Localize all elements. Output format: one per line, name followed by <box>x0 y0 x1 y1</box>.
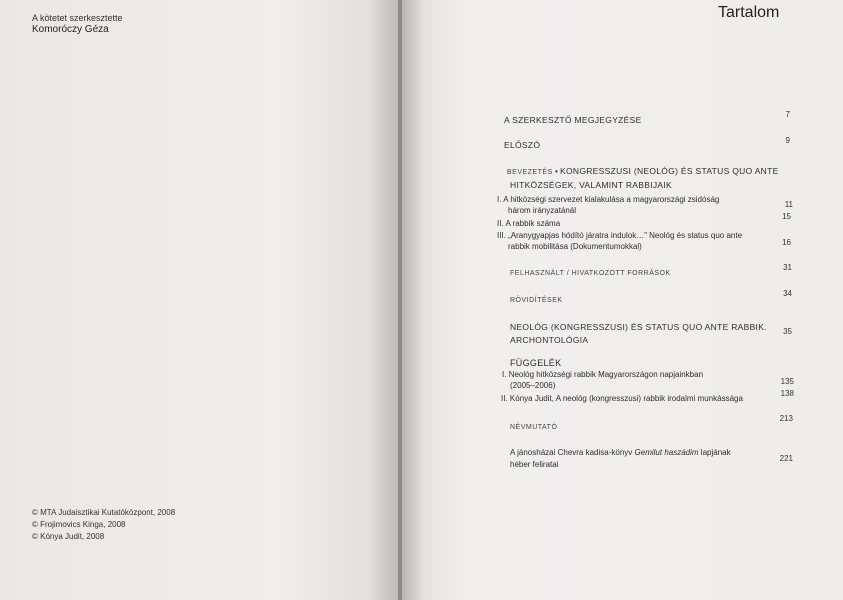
toc-entry <box>497 219 560 228</box>
toc-entry: NEOLÓG (KONGRESSZUSI) ÉS STATUS QUO ANTE RABBIK. <box>510 322 767 332</box>
toc-page-number: 138 <box>780 389 794 398</box>
toc-entry <box>502 370 703 379</box>
toc-page-number: 221 <box>779 454 793 463</box>
toc-page-number: 35 <box>783 327 792 336</box>
toc-entry-line2: (2005–2006) <box>510 381 556 390</box>
toc-entry-intro <box>507 166 779 176</box>
toc-page-number: 135 <box>780 377 794 386</box>
toc-entry <box>497 231 742 240</box>
toc-entry: ELŐSZÓ <box>504 140 541 150</box>
toc-roman-numeral: III. <box>497 231 506 240</box>
toc-entry-title: „Aranygyapjas hódító járatra indulok…” Neológ és status quo ante <box>508 231 743 240</box>
toc-entry <box>501 394 743 403</box>
copyright-line: © Kónya Judit, 2008 <box>32 532 105 541</box>
toc-entry-title-cont: lapjának <box>700 448 731 457</box>
toc-entry-title: Kónya Judit, A neológ (kongresszusi) rabbik irodalmi munkássága <box>509 394 743 403</box>
toc-page-number: 34 <box>783 289 792 298</box>
toc-roman-numeral: II. <box>497 219 504 228</box>
toc-section-heading: FÜGGELÉK <box>510 358 562 368</box>
toc-roman-numeral: I. <box>502 370 507 379</box>
toc-entry-line2: HITKÖZSÉGEK, VALAMINT RABBIJAIK <box>510 180 673 190</box>
right-page <box>402 0 843 600</box>
toc-page-number: 213 <box>779 414 793 423</box>
toc-entry-title: Neológ hitközségi rabbik Magyarországon napjainkban <box>508 370 704 379</box>
toc-entry <box>497 195 719 204</box>
toc-entry: A SZERKESZTŐ MEGJEGYZÉSE <box>504 115 642 125</box>
toc-page-number: 15 <box>782 212 791 221</box>
toc-page-number: 16 <box>782 238 791 247</box>
toc-roman-numeral: I. <box>497 195 502 204</box>
toc-entry-italic: Gemilut haszádim <box>634 448 699 457</box>
editor-credit-line: A kötetet szerkesztette <box>32 13 123 23</box>
editor-name: Komoróczy Géza <box>32 24 109 35</box>
copyright-line: © Frojimovics Kinga, 2008 <box>32 520 126 529</box>
toc-entry <box>510 448 731 457</box>
toc-entry-line2: három irányzatánál <box>508 206 577 215</box>
toc-entry-title: A jánosházai Chevra kadisa-könyv <box>510 448 633 457</box>
toc-prefix: BEVEZETÉS <box>507 169 553 176</box>
toc-entry: RÖVIDÍTÉSEK <box>510 297 563 304</box>
toc-roman-numeral: II. <box>501 394 508 403</box>
toc-entry: NÉVMUTATÓ <box>510 424 558 431</box>
toc-page-number: 31 <box>783 263 792 272</box>
toc-entry: FELHASZNÁLT / HIVATKOZOTT FORRÁSOK <box>510 270 671 277</box>
toc-page-number: 11 <box>784 200 793 209</box>
toc-entry-title: KONGRESSZUSI (NEOLÓG) ÉS STATUS QUO ANTE <box>560 166 779 176</box>
page-title: Tartalom <box>718 4 780 21</box>
left-page <box>0 0 400 600</box>
toc-entry-line2: rabbik mobilitása (Dokumentumokkal) <box>508 242 642 251</box>
toc-entry-title: A rabbik száma <box>505 219 561 228</box>
toc-page-number: 9 <box>785 136 790 145</box>
toc-entry-line2: héber feliratai <box>510 460 559 469</box>
toc-separator: • <box>554 167 558 176</box>
toc-page-number: 7 <box>785 110 790 119</box>
toc-entry-title: A hitközségi szervezet kialakulása a magyarországi zsidóság <box>503 195 720 204</box>
copyright-line: © MTA Judaisztikai Kutatóközpont, 2008 <box>32 508 176 517</box>
toc-entry-line2: ARCHONTOLÓGIA <box>510 335 589 345</box>
